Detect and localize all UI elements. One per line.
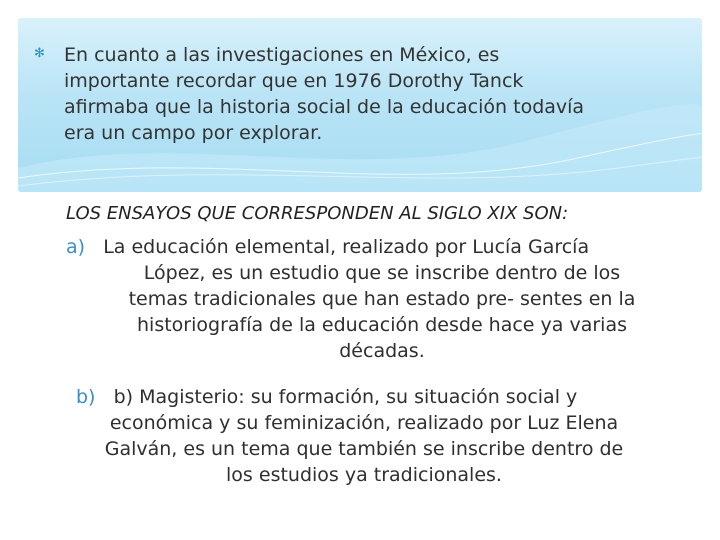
section-heading: LOS ENSAYOS QUE CORRESPONDEN AL SIGLO XIX SON: (66, 203, 569, 224)
list-item (66, 234, 658, 364)
list-item-line: La educación elemental, realizado por Lucía García (103, 236, 590, 258)
intro-line: En cuanto a las investigaciones en México, es (64, 44, 500, 66)
list-item-line: Galván, es un tema que también se inscribe dentro de (104, 438, 624, 460)
list-item-line: décadas. (339, 340, 425, 362)
list-marker: b) (76, 386, 96, 408)
list-item-line: temas tradicionales que han estado pre- sentes en la (128, 288, 636, 310)
list-item-line: b) Magisterio: su formación, su situación social y (113, 386, 578, 408)
intro-line: afirmaba que la historia social de la educación todavía (64, 96, 585, 118)
list-item (76, 384, 652, 488)
list-item-line: López, es un estudio que se inscribe dentro de los (143, 262, 621, 284)
list-item-line: los estudios ya tradicionales. (226, 464, 502, 486)
list-item-line: económica y su feminización, realizado por Luz Elena (109, 412, 619, 434)
intro-line: importante recordar que en 1976 Dorothy Tanck (64, 70, 524, 92)
x-mark-icon: ✻ (34, 46, 45, 61)
intro-line: era un campo por explorar. (64, 122, 323, 144)
list-marker: a) (66, 236, 86, 258)
list-item-line: historiografía de la educación desde hace ya varias (137, 314, 627, 336)
intro-paragraph (64, 42, 664, 146)
